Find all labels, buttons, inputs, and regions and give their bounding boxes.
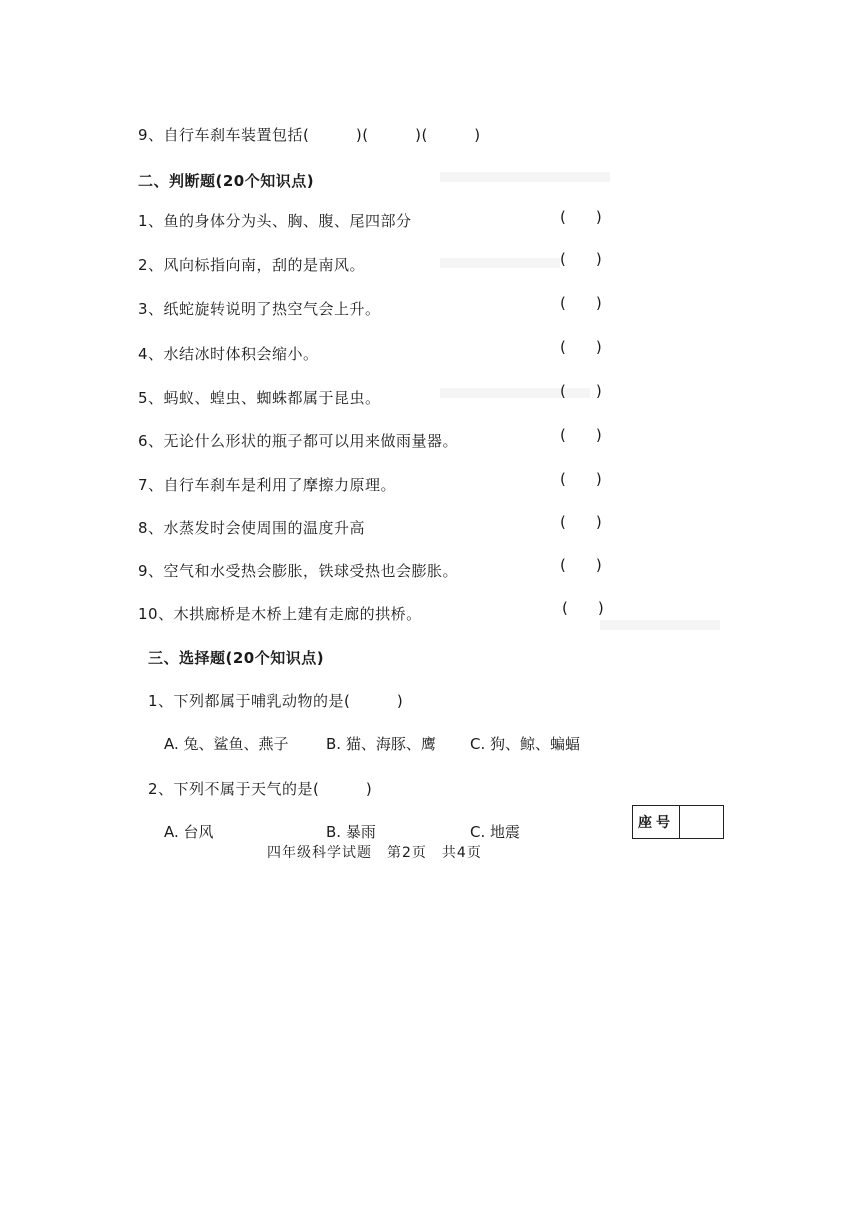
judge-item-6: 6、无论什么形状的瓶子都可以用来做雨量器。 xyxy=(138,432,459,450)
answer-blank-6[interactable]: ( ) xyxy=(560,426,602,444)
answer-blank-2[interactable]: ( ) xyxy=(560,250,602,268)
judge-item-3: 3、纸蛇旋转说明了热空气会上升。 xyxy=(138,300,381,318)
choice-q1-option-a[interactable]: A. 兔、鲨鱼、燕子 xyxy=(164,735,289,753)
seat-number-field[interactable] xyxy=(680,806,723,838)
choice-q1-option-b[interactable]: B. 猫、海豚、鹰 xyxy=(326,735,436,753)
choice-q2-option-c[interactable]: C. 地震 xyxy=(470,823,521,841)
choice-question-1-stem: 1、下列都属于哺乳动物的是( ) xyxy=(148,692,404,710)
fill-question-9: 9、自行车刹车装置包括( )( )( ) xyxy=(138,126,481,144)
answer-blank-3[interactable]: ( ) xyxy=(560,294,602,312)
section-2-title: 二、判断题(20个知识点) xyxy=(138,172,315,190)
answer-blank-7[interactable]: ( ) xyxy=(560,470,602,488)
choice-question-2-stem: 2、下列不属于天气的是( ) xyxy=(148,780,373,798)
answer-blank-9[interactable]: ( ) xyxy=(560,556,602,574)
seat-number-box xyxy=(632,805,724,839)
judge-item-4: 4、水结冰时体积会缩小。 xyxy=(138,345,319,363)
answer-blank-4[interactable]: ( ) xyxy=(560,338,602,356)
bleed-through-mark xyxy=(440,172,610,182)
choice-q2-option-a[interactable]: A. 台风 xyxy=(164,823,214,841)
bleed-through-mark xyxy=(600,620,720,630)
choice-q2-option-b[interactable]: B. 暴雨 xyxy=(326,823,376,841)
judge-item-10: 10、木拱廊桥是木桥上建有走廊的拱桥。 xyxy=(138,605,422,623)
judge-item-5: 5、蚂蚁、蝗虫、蜘蛛都属于昆虫。 xyxy=(138,389,381,407)
page-footer: 四年级科学试题 第2页 共4页 xyxy=(267,845,482,861)
seat-number-label: 座号 xyxy=(633,806,680,838)
answer-blank-5[interactable]: ( ) xyxy=(560,382,602,400)
judge-item-7: 7、自行车刹车是利用了摩擦力原理。 xyxy=(138,476,397,494)
answer-blank-1[interactable]: ( ) xyxy=(560,208,602,226)
answer-blank-10[interactable]: ( ) xyxy=(562,599,604,617)
judge-item-8: 8、水蒸发时会使周围的温度升高 xyxy=(138,519,366,537)
choice-q1-option-c[interactable]: C. 狗、鲸、蝙蝠 xyxy=(470,735,581,753)
judge-item-1: 1、鱼的身体分为头、胸、腹、尾四部分 xyxy=(138,212,412,230)
section-3-title: 三、选择题(20个知识点) xyxy=(148,649,325,667)
judge-item-9: 9、空气和水受热会膨胀，铁球受热也会膨胀。 xyxy=(138,562,459,580)
bleed-through-mark xyxy=(440,258,560,268)
answer-blank-8[interactable]: ( ) xyxy=(560,513,602,531)
judge-item-2: 2、风向标指向南，刮的是南风。 xyxy=(138,256,366,274)
